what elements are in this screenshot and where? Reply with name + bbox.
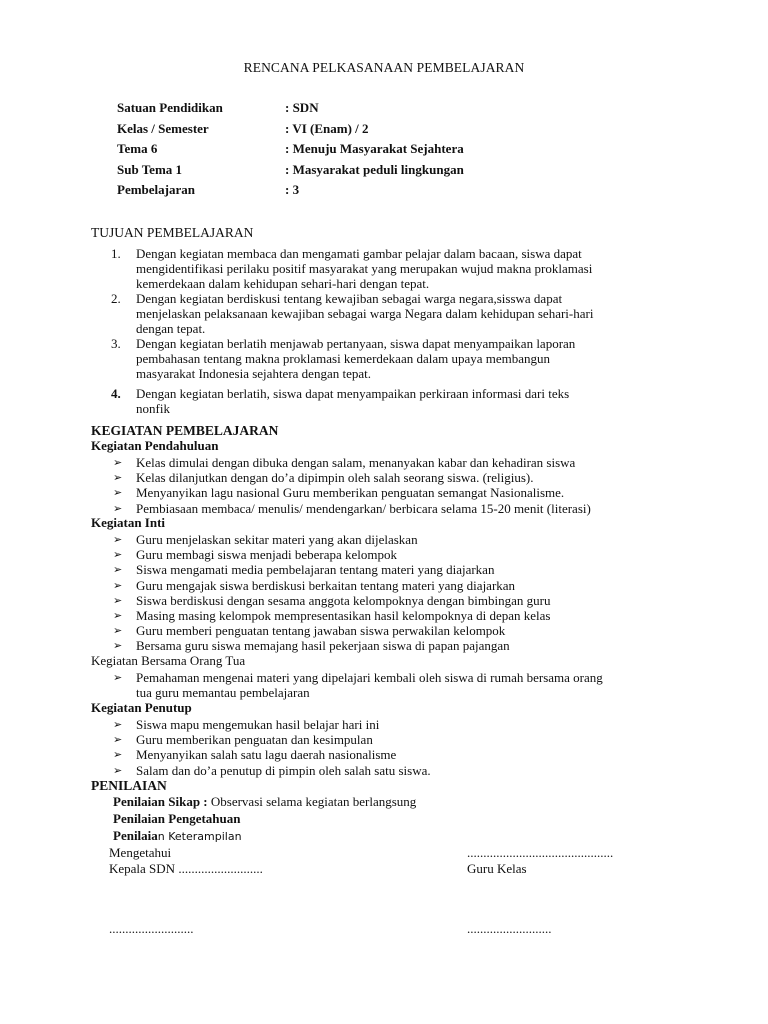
signature-right-blank: .......................... (467, 921, 552, 936)
item-line: nonfik (136, 401, 170, 416)
arrow-bullet-icon: ➢ (113, 578, 123, 592)
list-item-text: Siswa mapu mengemukan hasil belajar hari ini (136, 717, 380, 732)
penutup-list (91, 717, 691, 778)
list-item-text: Masing masing kelompok mempresentasikan hasil kelompoknya di depan kelas (136, 607, 551, 623)
list-item (91, 562, 691, 577)
arrow-bullet-icon: ➢ (113, 501, 123, 515)
list-item (91, 623, 691, 638)
arrow-bullet-icon: ➢ (113, 748, 123, 762)
penilaian-sikap-value: Observasi selama kegiatan berlangsung (207, 794, 417, 809)
list-item (91, 470, 691, 485)
arrow-bullet-icon: ➢ (113, 548, 123, 562)
signature-left-blank: .......................... (109, 921, 194, 936)
arrow-bullet-icon: ➢ (113, 624, 123, 638)
item-number: 2. (111, 291, 121, 306)
list-item (91, 670, 691, 700)
arrow-bullet-icon: ➢ (113, 471, 123, 485)
identity-label: Kelas / Semester (117, 120, 209, 136)
orang-tua-list (91, 670, 691, 700)
list-item-text: Guru memberi penguatan tentang jawaban siswa perwakilan kelompok (136, 623, 506, 639)
list-item (91, 717, 691, 732)
list-item (91, 608, 691, 623)
list-item-text: Menyanyikan lagu nasional Guru memberikan penguatan semangat Nasionalisme. (136, 485, 565, 501)
penilaian-sikap (113, 794, 416, 809)
item-number: 4. (111, 386, 121, 401)
list-item (91, 593, 691, 608)
item-line: dengan tepat. (136, 321, 206, 336)
list-item (91, 547, 691, 562)
item-line: mengidentifikasi perilaku positif masyarakat yang merupakan wujud makna proklamasi (136, 261, 593, 276)
identity-label: Pembelajaran (117, 182, 195, 198)
list-item-text: Guru membagi siswa menjadi beberapa kelompok (136, 547, 398, 563)
list-item-text: Pembiasaan membaca/ menulis/ mendengarkan/ berbicara selama 15-20 menit (literasi) (136, 500, 591, 516)
document-title: RENCANA PELKASANAAN PEMBELAJARAN (243, 60, 525, 75)
list-item-text: Kelas dimulai dengan dibuka dengan salam, menanyakan kabar dan kehadiran siswa (136, 455, 576, 470)
item-number: 1. (111, 246, 121, 261)
list-item-line: tua guru memantau pembelajaran (136, 685, 310, 700)
list-item-text: Siswa berdiskusi dengan sesama anggota kelompoknya dengan bimbingan guru (136, 592, 551, 608)
arrow-bullet-icon: ➢ (113, 486, 123, 500)
list-item (91, 732, 691, 747)
signature-right-line2: Guru Kelas (467, 861, 527, 876)
identity-value: : Masyarakat peduli lingkungan (285, 161, 464, 177)
tujuan-item (91, 291, 691, 336)
tujuan-item (91, 246, 691, 291)
penilaian-sikap-label: Penilaian Sikap : (113, 794, 208, 809)
list-item-text: Kelas dilanjutkan dengan do’a dipimpin oleh salah seorang siswa. (religius). (136, 470, 534, 486)
identity-label: Sub Tema 1 (117, 161, 183, 177)
arrow-bullet-icon: ➢ (113, 608, 123, 622)
penilaian-heading: PENILAIAN (91, 778, 167, 793)
penutup-heading: Kegiatan Penutup (91, 700, 192, 715)
item-line: menjelaskan pelaksanaan kewajiban sebagai warga Negara dalam kehidupan sehari-hari (136, 306, 594, 321)
list-item-line: Pemahaman mengenai materi yang dipelajari kembali oleh siswa di rumah bersama orang (136, 670, 603, 685)
tujuan-item (91, 386, 691, 416)
penilaian-keterampilan-bold: Penilaia (113, 828, 158, 843)
list-item (91, 638, 691, 653)
arrow-bullet-icon: ➢ (113, 671, 123, 684)
arrow-bullet-icon: ➢ (113, 718, 123, 731)
arrow-bullet-icon: ➢ (113, 563, 123, 577)
item-line: Dengan kegiatan berdiskusi tentang kewajiban sebagai warga negara,sisswa dapat (136, 291, 563, 306)
tujuan-list (91, 246, 691, 416)
tujuan-heading: TUJUAN PEMBELAJARAN (91, 225, 254, 240)
list-item-text: Bersama guru siswa memajang hasil pekerjaan siswa di papan pajangan (136, 638, 510, 654)
signature-left-line1: Mengetahui (109, 845, 172, 860)
item-line: kemerdekaan dalam kehidupan sehari-hari dengan tepat. (136, 276, 430, 291)
item-line: Dengan kegiatan membaca dan mengamati gambar pelajar dalam bacaan, siswa dapat (136, 246, 582, 261)
item-line: pembahasan tentang makna proklamasi kemerdekaan dalam upaya membangun (136, 351, 551, 366)
list-item (91, 578, 691, 593)
arrow-bullet-icon: ➢ (113, 533, 123, 546)
signature-right-line1: ............................................. (467, 845, 614, 860)
penilaian-pengetahuan (113, 811, 241, 826)
arrow-bullet-icon: ➢ (113, 763, 123, 777)
list-item (91, 501, 691, 516)
item-line: Dengan kegiatan berlatih, siswa dapat menyampaikan perkiraan informasi dari teks (136, 386, 570, 401)
penilaian-pengetahuan-label: Penilaian Pengetahuan (113, 811, 241, 826)
item-number: 3. (111, 336, 121, 351)
list-item-text: Guru mengajak siswa berdiskusi berkaitan tentang materi yang diajarkan (136, 577, 516, 593)
arrow-bullet-icon: ➢ (113, 593, 123, 607)
pendahuluan-list (91, 455, 691, 516)
identity-value: : Menuju Masyarakat Sejahtera (285, 141, 464, 157)
identity-label: Satuan Pendidikan (117, 100, 223, 115)
kegiatan-heading: KEGIATAN PEMBELAJARAN (91, 423, 279, 438)
list-item-text: Menyanyikan salah satu lagu daerah nasionalisme (136, 747, 397, 763)
orang-tua-heading: Kegiatan Bersama Orang Tua (91, 653, 246, 668)
signature-left-line2: Kepala SDN .......................... (109, 861, 263, 876)
identity-value: : VI (Enam) / 2 (285, 120, 369, 136)
list-item (91, 532, 691, 547)
item-line: Dengan kegiatan berlatih menjawab pertanyaan, siswa dapat menyampaikan laporan (136, 336, 576, 351)
list-item (91, 747, 691, 762)
list-item-text: Salam dan do’a penutup di pimpin oleh salah satu siswa. (136, 762, 431, 778)
list-item-text: Guru memberikan penguatan dan kesimpulan (136, 732, 373, 748)
item-line: masyarakat Indonesia sejahtera dengan tepat. (136, 366, 371, 381)
penilaian-keterampilan (113, 828, 242, 844)
list-item (91, 485, 691, 500)
identity-value: : 3 (285, 182, 300, 198)
pendahuluan-heading: Kegiatan Pendahuluan (91, 438, 219, 453)
arrow-bullet-icon: ➢ (113, 639, 123, 653)
list-item (91, 763, 691, 778)
tujuan-item (91, 336, 691, 381)
identity-label: Tema 6 (117, 141, 158, 157)
identity-value: : SDN (285, 100, 319, 115)
list-item-text: Guru menjelaskan sekitar materi yang akan dijelaskan (136, 532, 418, 547)
list-item (91, 455, 691, 470)
arrow-bullet-icon: ➢ (113, 733, 123, 747)
penilaian-keterampilan-rest: n Keterampilan (157, 830, 242, 843)
arrow-bullet-icon: ➢ (113, 456, 123, 469)
inti-list (91, 532, 691, 654)
list-item-text: Siswa mengamati media pembelajaran tentang materi yang diajarkan (136, 562, 495, 578)
inti-heading: Kegiatan Inti (91, 515, 166, 530)
